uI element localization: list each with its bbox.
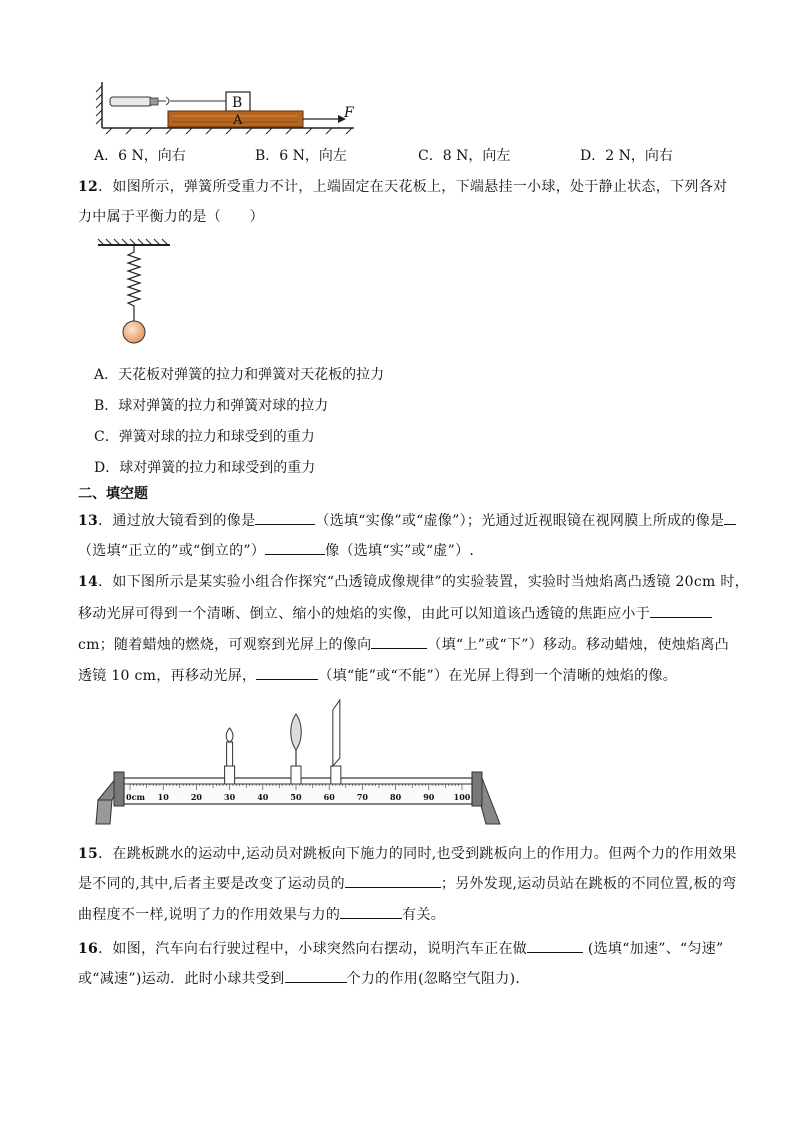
q11-option-b: B．6 N，向左 [255, 148, 347, 164]
q14-line1 [78, 571, 749, 591]
bench-tick-label: 0cm [126, 792, 145, 802]
q13-blank-2[interactable] [724, 512, 736, 525]
board-a-label: A [233, 113, 243, 128]
q14-line2 [78, 603, 712, 623]
q11-option-a: A．6 N，向右 [94, 148, 186, 164]
q15-text-3: ；另外发现,运动员站在跳板的不同位置,板的弯 [440, 876, 737, 892]
q11-option-d: D．2 N，向右 [580, 148, 673, 164]
q15-line2 [78, 873, 736, 893]
bench-tick-label: 50 [290, 792, 302, 802]
q13-line2 [78, 540, 474, 560]
q12-option-c: C．弹簧对球的拉力和球受到的重力 [94, 429, 315, 445]
q15-number: 15 [78, 846, 99, 862]
q16-blank-1[interactable] [527, 940, 583, 953]
force-f-label: F [344, 105, 354, 121]
bench-tick-label: 100 [453, 792, 471, 802]
q15-blank-1[interactable] [345, 875, 441, 888]
q14-text-3: cm；随着蜡烛的燃烧，可观察到光屏上的像向 [78, 637, 372, 653]
q12-stem-line2: 力中属于平衡力的是（ ） [78, 209, 264, 225]
candle [225, 728, 235, 784]
bench-tick-label: 60 [323, 792, 335, 802]
bench-tick-label: 70 [356, 792, 368, 802]
q16-text-3: 或“减速”)运动．此时小球共受到 [78, 971, 285, 987]
q16-text-2: (选填“加速”、“匀速” [583, 941, 724, 957]
q12-option-b: B．球对弹簧的拉力和弹簧对球的拉力 [94, 398, 329, 414]
q15-text-2: 是不同的,其中,后者主要是改变了运动员的 [78, 876, 345, 892]
figure-force-blocks [92, 80, 362, 136]
bench-tick-label: 30 [224, 792, 236, 802]
light-screen [331, 700, 341, 784]
q12-text-1: ．如图所示，弹簧所受重力不计，上端固定在天花板上，下端悬挂一小球，处于静止状态，下列各对 [98, 179, 728, 195]
q14-blank-2[interactable] [371, 636, 427, 649]
q12-option-d: D．球对弹簧的拉力和球受到的重力 [94, 460, 316, 476]
block-b-label: B [232, 95, 243, 111]
bench-tick-label: 20 [190, 792, 202, 802]
q16-text-1: ．如图，汽车向右行驶过程中，小球突然向右摆动，说明汽车正在做 [98, 941, 528, 957]
q12-stem-line1 [78, 176, 727, 196]
q14-line4 [78, 665, 677, 685]
q15-line3 [78, 904, 445, 924]
bench-tick-label: 10 [157, 792, 169, 802]
q13-text-1: ．通过放大镜看到的像是 [98, 513, 256, 529]
q13-blank-1[interactable] [255, 512, 315, 525]
q15-blank-2[interactable] [340, 906, 402, 919]
q16-line2 [78, 968, 530, 988]
q13-text-4: 像（选填“实”或“虚”）. [325, 543, 475, 559]
q15-text-5: 有关。 [402, 907, 446, 923]
q14-text-6: （填“能”或“不能”）在光屏上得到一个清晰的烛焰的像。 [318, 668, 678, 684]
q15-text-1: ．在跳板跳水的运动中,运动员对跳板向下施力的同时,也受到跳板向上的作用力。但两个力的作用效果 [98, 846, 737, 862]
bench-tick-label: 90 [423, 792, 435, 802]
q14-line3 [78, 634, 729, 654]
q16-text-4: 个力的作用(忽略空气阻力)． [346, 971, 530, 987]
q13-line1 [78, 510, 736, 530]
q12-option-a: A．天花板对弹簧的拉力和弹簧对天花板的拉力 [94, 367, 385, 383]
q15-text-4: 曲程度不一样,说明了力的作用效果与力的 [78, 907, 341, 923]
q13-blank-3[interactable] [265, 542, 325, 555]
q14-blank-1[interactable] [650, 605, 712, 618]
bench-tick-label: 40 [257, 792, 269, 802]
q14-text-2: 移动光屏可得到一个清晰、倒立、缩小的烛焰的实像，由此可以知道该凸透镜的焦距应小于 [78, 606, 650, 622]
q14-blank-3[interactable] [256, 667, 318, 680]
q14-text-5: 透镜 10 cm，再移动光屏， [78, 668, 257, 684]
section-title-fill-in: 二、填空题 [78, 486, 148, 502]
q13-number: 13 [78, 513, 99, 529]
figure-optical-bench [94, 698, 506, 826]
q16-blank-2[interactable] [285, 970, 347, 983]
q15-line1 [78, 843, 737, 863]
q13-text-3: （选填“正立的”或“倒立的”） [78, 543, 266, 559]
bench-tick-label: 80 [390, 792, 402, 802]
figure-spring-ball [96, 236, 176, 348]
q12-number: 12 [78, 179, 99, 195]
q13-text-2: （选填“实像”或“虚像”）；光通过近视眼镜在视网膜上所成的像是 [315, 513, 725, 529]
q16-number: 16 [78, 941, 99, 957]
q14-text-4: （填“上”或“下”）移动。移动蜡烛，使烛焰离凸 [427, 637, 729, 653]
q16-line1 [78, 938, 724, 958]
q14-text-1: ．如下图所示是某实验小组合作探究“凸透镜成像规律”的实验装置，实验时当烛焰离凸透镜 20cm 时， [98, 574, 749, 590]
q11-option-c: C．8 N，向左 [418, 148, 511, 164]
q14-number: 14 [78, 574, 99, 590]
convex-lens [291, 714, 302, 784]
